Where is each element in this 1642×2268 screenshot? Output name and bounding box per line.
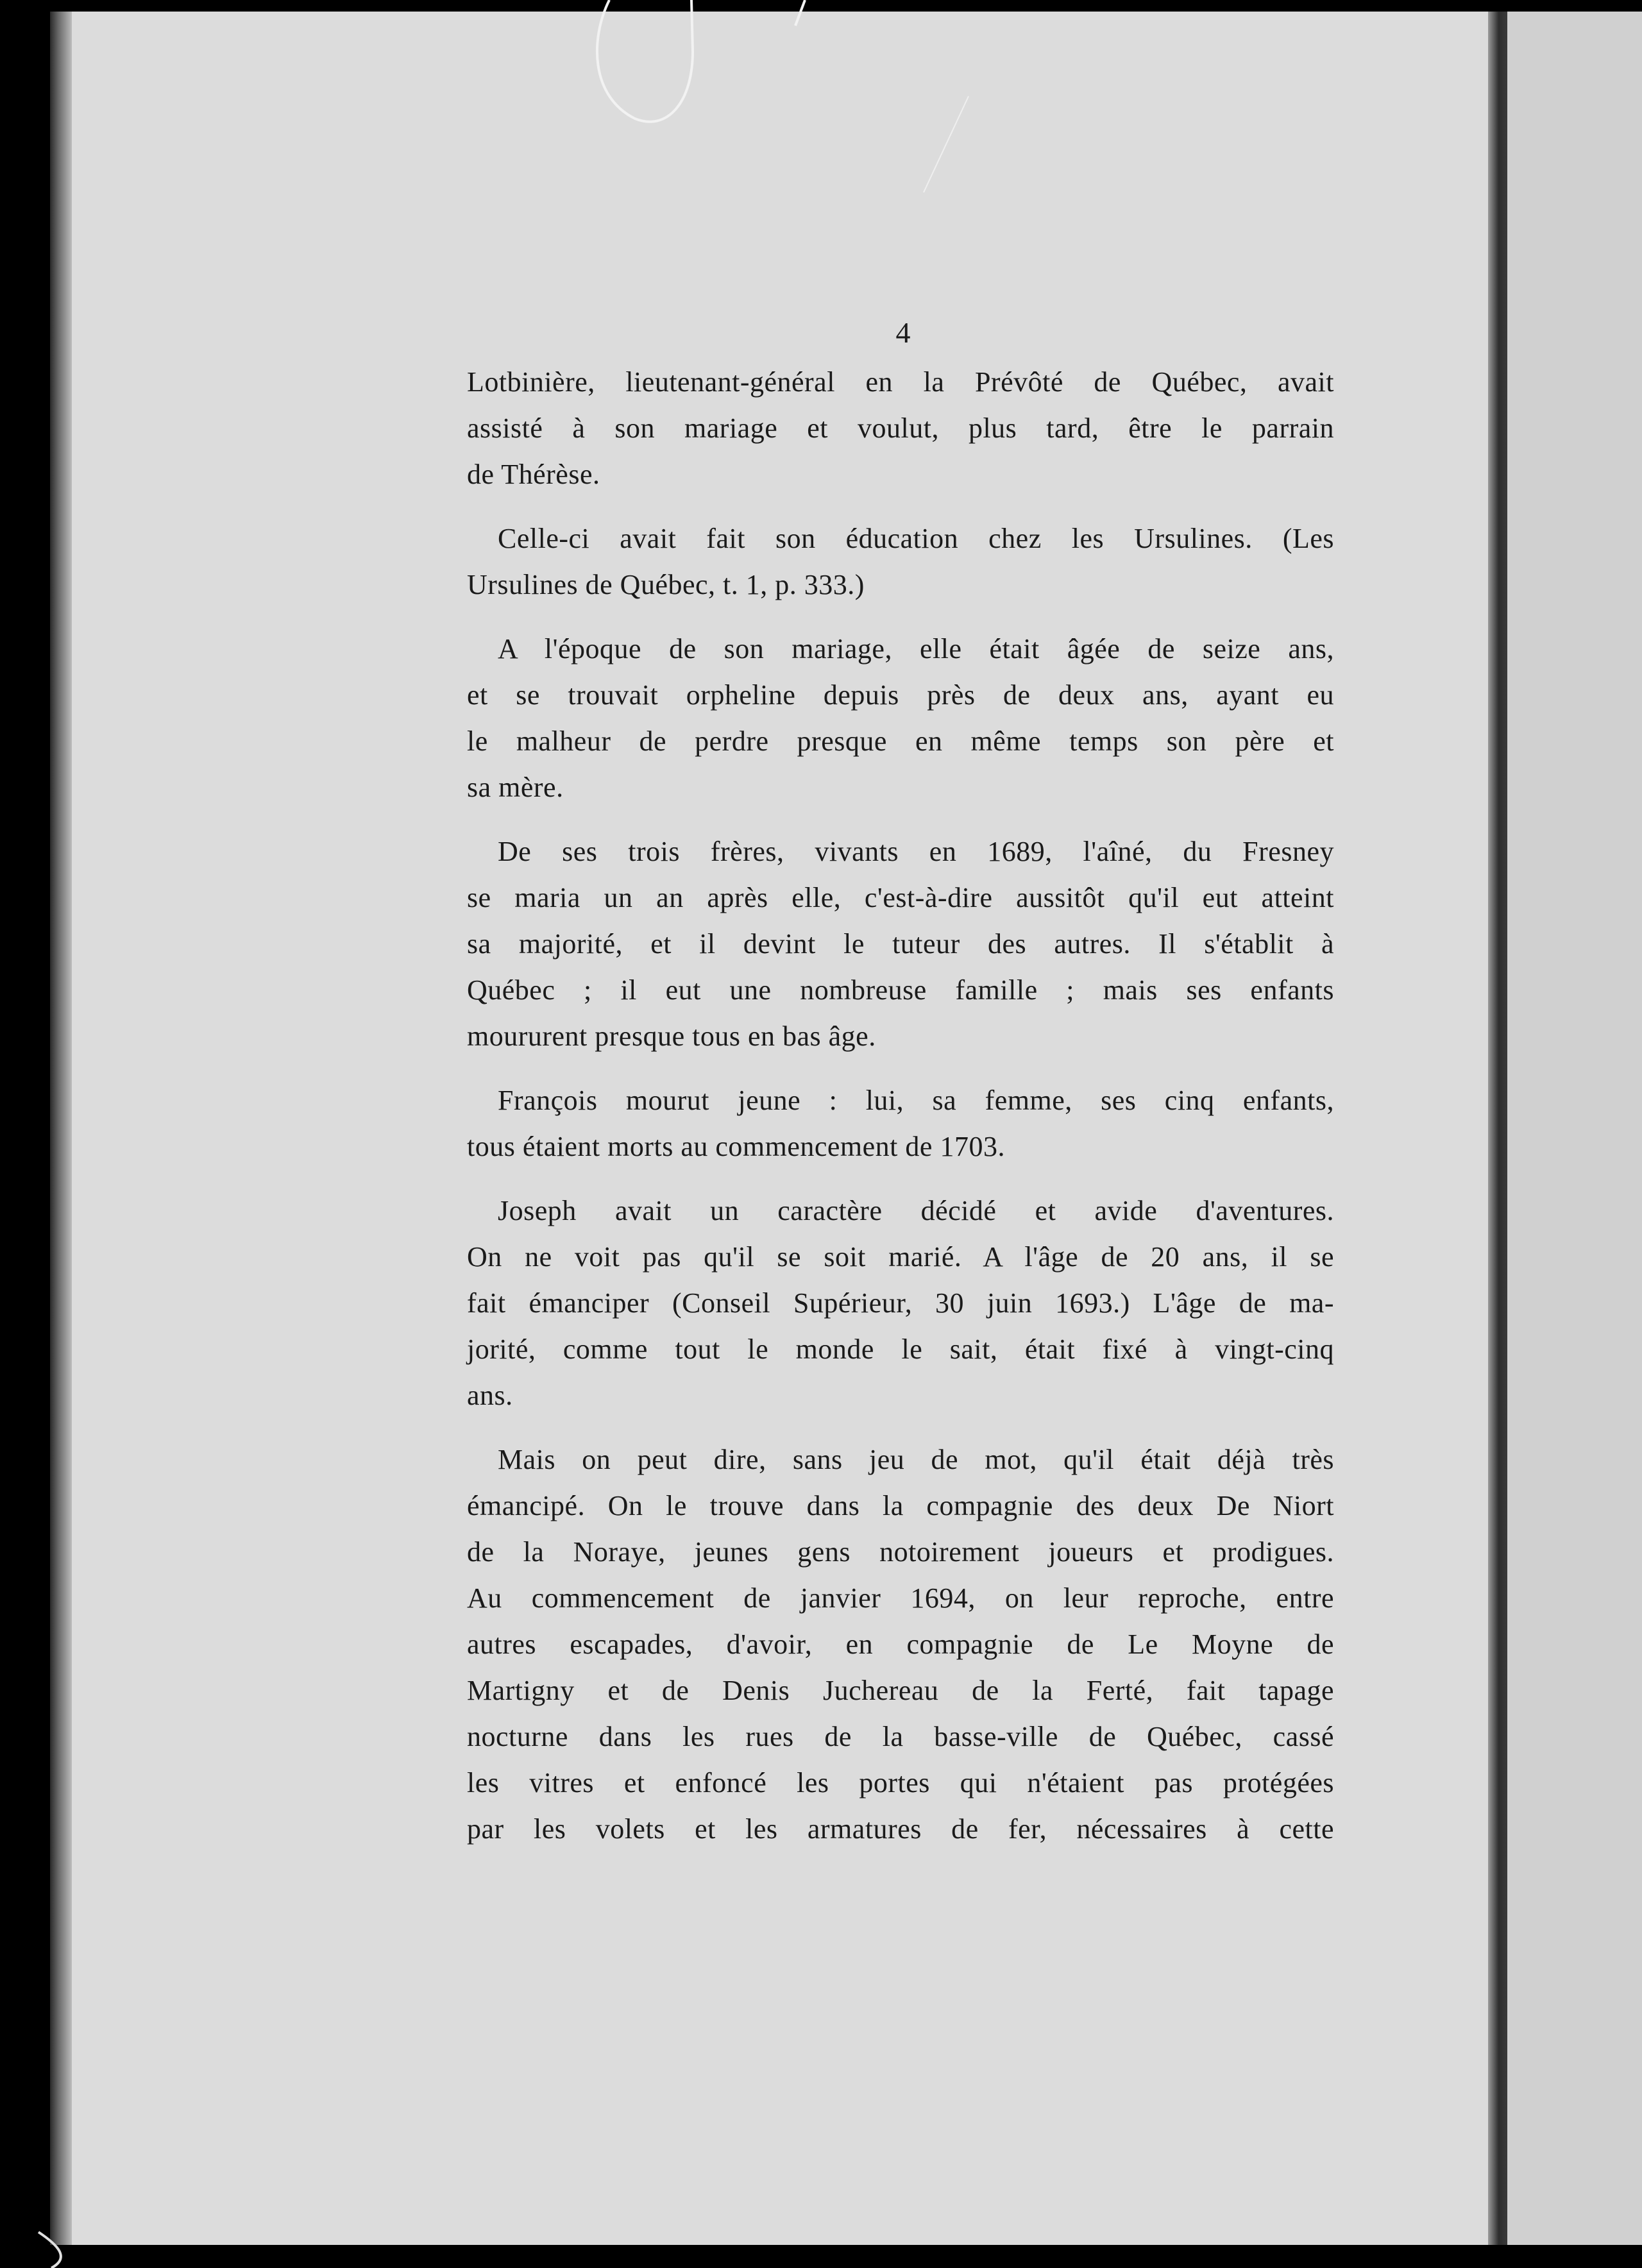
text-line: Martigny et de Denis Juchereau de la Ferté, fait tapage xyxy=(467,1675,1334,1706)
text-line: On ne voit pas qu'il se soit marié. A l'âge de 20 ans, il se xyxy=(467,1241,1334,1273)
page-number: 4 xyxy=(895,316,911,349)
text-line: tous étaient morts au commencement de 1703. xyxy=(467,1131,1005,1162)
text-line: A l'époque de son mariage, elle était âgée de seize ans, xyxy=(498,633,1334,664)
text-line: Celle-ci avait fait son éducation chez les Ursulines. (Les xyxy=(498,523,1334,554)
text-line: François mourut jeune : lui, sa femme, ses cinq enfants, xyxy=(498,1085,1334,1116)
text-line: de la Noraye, jeunes gens notoirement joueurs et prodigues. xyxy=(467,1536,1334,1568)
paragraph xyxy=(467,829,1334,1060)
paragraph xyxy=(467,1437,1334,1852)
text-line: Joseph avait un caractère décidé et avide d'aventures. xyxy=(498,1195,1334,1226)
text-line: le malheur de perdre presque en même temps son père et xyxy=(467,725,1334,757)
text-line: sa majorité, et il devint le tuteur des autres. Il s'établit à xyxy=(467,928,1334,960)
text-line: ans. xyxy=(467,1380,513,1411)
text-line: se maria un an après elle, c'est-à-dire aussitôt qu'il eut atteint xyxy=(467,882,1334,913)
text-line: et se trouvait orpheline depuis près de deux ans, ayant eu xyxy=(467,679,1334,711)
paragraph xyxy=(467,626,1334,811)
text-line: assisté à son mariage et voulut, plus tard, être le parrain xyxy=(467,412,1334,444)
paragraph xyxy=(467,1078,1334,1170)
text-line: Lotbinière, lieutenant-général en la Prévôté de Québec, avait xyxy=(467,366,1334,398)
text-line: émancipé. On le trouve dans la compagnie des deux De Niort xyxy=(467,1490,1334,1521)
text-line: nocturne dans les rues de la basse-ville de Québec, cassé xyxy=(467,1721,1334,1752)
paragraph xyxy=(467,359,1334,498)
text-line: Québec ; il eut une nombreuse famille ; mais ses enfants xyxy=(467,974,1334,1006)
text-line: jorité, comme tout le monde le sait, était fixé à vingt-cinq xyxy=(467,1333,1334,1365)
text-line: De ses trois frères, vivants en 1689, l'aîné, du Fresney xyxy=(498,836,1334,867)
paragraph xyxy=(467,516,1334,608)
text-line: Ursulines de Québec, t. 1, p. 333.) xyxy=(467,569,865,600)
body-text xyxy=(467,359,1334,1870)
text-line: par les volets et les armatures de fer, nécessaires à cette xyxy=(467,1813,1334,1845)
text-line: autres escapades, d'avoir, en compagnie de Le Moyne de xyxy=(467,1629,1334,1660)
paragraph xyxy=(467,1188,1334,1419)
text-line: les vitres et enfoncé les portes qui n'étaient pas protégées xyxy=(467,1767,1334,1798)
text-line: sa mère. xyxy=(467,772,564,803)
text-line: de Thérèse. xyxy=(467,459,600,490)
text-line: Mais on peut dire, sans jeu de mot, qu'il était déjà très xyxy=(498,1444,1334,1475)
text-line: Au commencement de janvier 1694, on leur reproche, entre xyxy=(467,1582,1334,1614)
text-line: fait émanciper (Conseil Supérieur, 30 juin 1693.) L'âge de ma- xyxy=(467,1287,1334,1319)
text-line: moururent presque tous en bas âge. xyxy=(467,1020,876,1052)
